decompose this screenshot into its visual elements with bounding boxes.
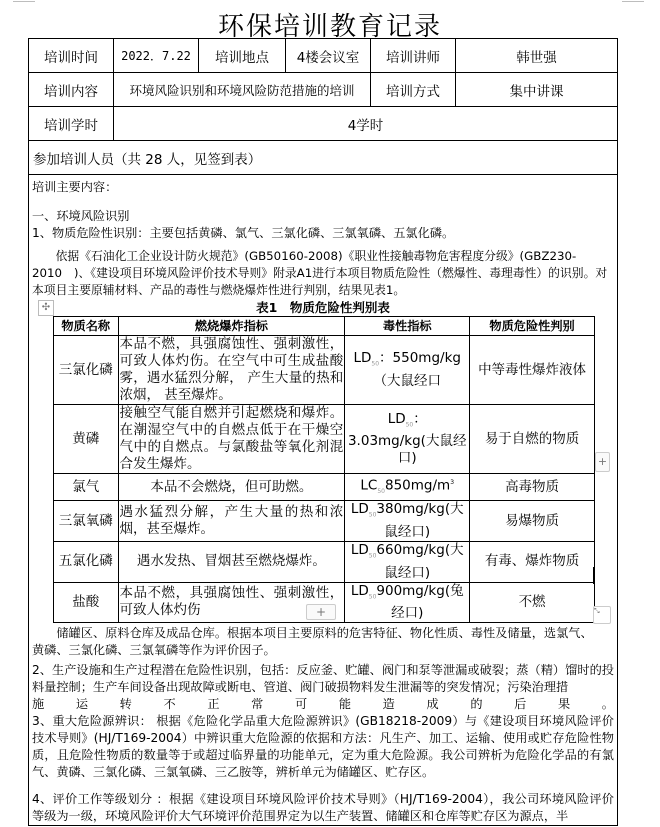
content-value[interactable]: 环境风险识别和环境风险防范措施的培训 [114,73,371,107]
hazard-judgement[interactable]: 易于自燃的物质 [470,405,595,474]
combustion-index[interactable]: 本品不燃，具强腐蚀性、强刺激性，可致人体灼伤。在空气中可生成盐酸雾，遇水猛烈分解， 产生大量的热和浓烟， 甚至爆炸。 [119,336,344,403]
table-caption-wrap [32,299,614,316]
table-move-handle-icon[interactable]: ✣ [38,300,54,316]
paragraph-basis: 依据《石油化工企业设计防火规范》(GB50160-2008)《职业性接触毒物危害程度分级》(GBZ230-2010 )、《建设项目环境风险评价技术导则》附录A1进行本项目物质危险性（燃爆性、毒理毒性）的识别。对本项目主要原辅材料、产品的毒性与燃烧爆炸性进行判别，结果见表1。 [32,249,608,297]
toxicity-index[interactable] [345,541,470,582]
place-label: 培训地点 [199,39,286,73]
after-table-line-1: 储罐区、原料仓库及成品仓库。根据本项目主要原料的危害特征、物化性质、毒性及储量，选氯气、 [56,626,593,641]
combustion-index[interactable]: 遇水发热、冒烟甚至燃烧爆炸。 [118,541,345,582]
content-heading: 培训主要内容： [32,180,118,194]
toxicity-value: 660mg/kg(大鼠经口) [376,541,464,581]
toxicity-index[interactable] [345,582,470,623]
toxicity-index[interactable] [345,405,470,474]
toxicity-value: 900mg/kg(兔经口) [376,582,464,622]
table-resize-icon[interactable]: ⤡ [593,606,611,624]
hazard-table-row [54,474,595,501]
combustion-index[interactable]: 本品不燃，具强腐蚀性、强刺激性，可致人体灼伤 [118,582,345,623]
time-value[interactable]: 2022．7.22 [114,39,199,73]
training-content-cell[interactable] [29,175,618,826]
hazard-judgement[interactable]: 高毒物质 [470,474,595,501]
toxicity-value: ：550mg/kg（大鼠经口 [373,350,461,389]
document-title: 环保培训教育记录 [217,12,442,42]
place-value[interactable]: 4楼会议室 [286,39,371,73]
toxicity-superscript: 3 [450,479,455,486]
toxicity-value: 850mg/m [385,477,451,494]
hazard-judgement[interactable]: 中等毒性爆炸液体 [470,336,595,405]
content-label: 培训内容 [29,73,114,107]
substance-name[interactable]: 三氯化磷 [54,336,119,405]
toxicity-prefix: LD [350,541,369,558]
table-add-row-icon[interactable]: + [595,452,610,472]
lecturer-label: 培训讲师 [371,39,456,73]
toxicity-subscript: 50 [368,511,377,519]
toxicity-subscript: 50 [405,421,414,429]
item-2-text: 2、生产设施和生产过程潜在危险性识别，包括：反应釜、贮罐、阀门和泵等泄漏或破裂；蒸（精）馏时的投料量控制；生产车间设备出现故障或断电、管道、阀门破损物料发生泄漏等的突发情况；污染治理措 [32,663,614,695]
training-content [29,175,617,825]
hazard-table-row [54,501,595,542]
combustion-index[interactable]: 接触空气能自燃并引起燃烧和爆炸。在潮湿空气中的自燃点低于在干燥空气中的自燃点。与氯酸盐等氧化剂混合发生爆炸。 [119,405,344,472]
header-toxicity: 毒性指标 [345,317,470,336]
substance-name[interactable]: 氯气 [54,474,119,501]
toxicity-value: 380mg/kg(大鼠经口) [376,501,464,540]
toxicity-prefix: LD [353,350,372,367]
attendees-info[interactable]: 参加培训人员（共 28 人，见签到表） [29,141,618,175]
item-2-facility-hazard [32,662,614,713]
substance-name[interactable]: 三氯氧磷 [54,501,119,542]
page-corner-mark-right [622,0,644,2]
table-add-column-icon[interactable]: + [306,604,336,620]
text-cursor [593,567,595,584]
hazard-table-row [54,336,595,405]
hazard-judgement[interactable]: 有毒、爆炸物质 [470,541,595,582]
toxicity-prefix: LD [350,582,369,599]
table-caption: 表1 物质危险性判别表 [256,300,390,315]
combustion-index[interactable]: 遇水猛烈分解，产生大量的热和浓烟，甚至爆炸。 [118,501,345,542]
toxicity-subscript: 50 [371,360,380,368]
hazard-table [53,316,595,623]
section-environment-risk: 一、环境风险识别 [32,209,130,223]
hours-value[interactable]: 4学时 [114,107,618,141]
training-record-table [28,38,618,826]
toxicity-subscript: 50 [377,488,385,496]
toxicity-prefix: LC [360,477,378,494]
item-2-text-end: 施运转不正常可能造成的后果。 [32,697,614,712]
hazard-table-row [54,541,595,582]
hazard-judgement[interactable]: 不燃 [470,582,595,623]
item-1-substance-hazard: 1、物质危险性识别：主要包括黄磷、氯气、三氯化磷、三氯氧磷、五氯化磷。 [32,226,455,240]
substance-name[interactable]: 盐酸 [54,582,119,623]
time-label: 培训时间 [29,39,114,73]
toxicity-prefix: LD [350,501,369,518]
toxicity-index[interactable] [345,474,470,501]
after-table-line-2: 黄磷、三氯化磷、三氯氧磷等作为评价因子。 [32,643,276,658]
header-judgement: 物质危险性判别 [470,317,595,336]
hazard-table-row [54,405,595,474]
hours-label: 培训学时 [29,107,114,141]
hazard-table-header [54,317,595,336]
header-substance: 物质名称 [54,317,119,336]
header-combustion: 燃烧爆炸指标 [118,317,345,336]
item-3-major-hazard: 3、重大危险源辨识： 根据《危险化学品重大危险源辨识》(GB18218-2009）与《建设项目环境风险评价技术导则》(HJ/T169-2004）中辨识重大危险源的依据和方法：凡生产、加工、运输、使用或贮存危险性物质，且危险性物质的数量等于或超过临界量的功能单元，定为重大危险源。我公司辨析为危险化学品的有氯气、黄磷、三氯化磷、三氯氧磷、三乙胺等，辨析单元为储罐区、贮存区。 [32,714,614,780]
toxicity-index[interactable] [345,501,470,542]
substance-name[interactable]: 黄磷 [54,405,119,474]
toxicity-value: ：3.03mg/kg(大鼠经口) [347,410,467,467]
lecturer-value[interactable]: 韩世强 [456,39,618,73]
toxicity-prefix: LD [387,410,406,427]
page-corner-mark-left [13,0,35,2]
toxicity-subscript: 50 [368,552,377,560]
hazard-judgement[interactable]: 易爆物质 [470,501,595,542]
toxicity-subscript: 50 [368,593,377,601]
substance-name[interactable]: 五氯化磷 [54,541,119,582]
toxicity-index[interactable] [345,336,470,405]
method-label: 培训方式 [371,73,456,107]
method-value[interactable]: 集中讲课 [456,73,618,107]
combustion-index[interactable]: 本品不会燃烧，但可助燃。 [118,474,345,501]
item-4-evaluation-level: 4、评价工作等级划分 ：根据《建设项目环境风险评价技术导则》（HJ/T169-2004），我公司环境风险评价等级为一级，环境风险评价大气环境评价范围界定为以生产装置、储罐区和仓库等贮存区为源点，半 [32,792,614,824]
